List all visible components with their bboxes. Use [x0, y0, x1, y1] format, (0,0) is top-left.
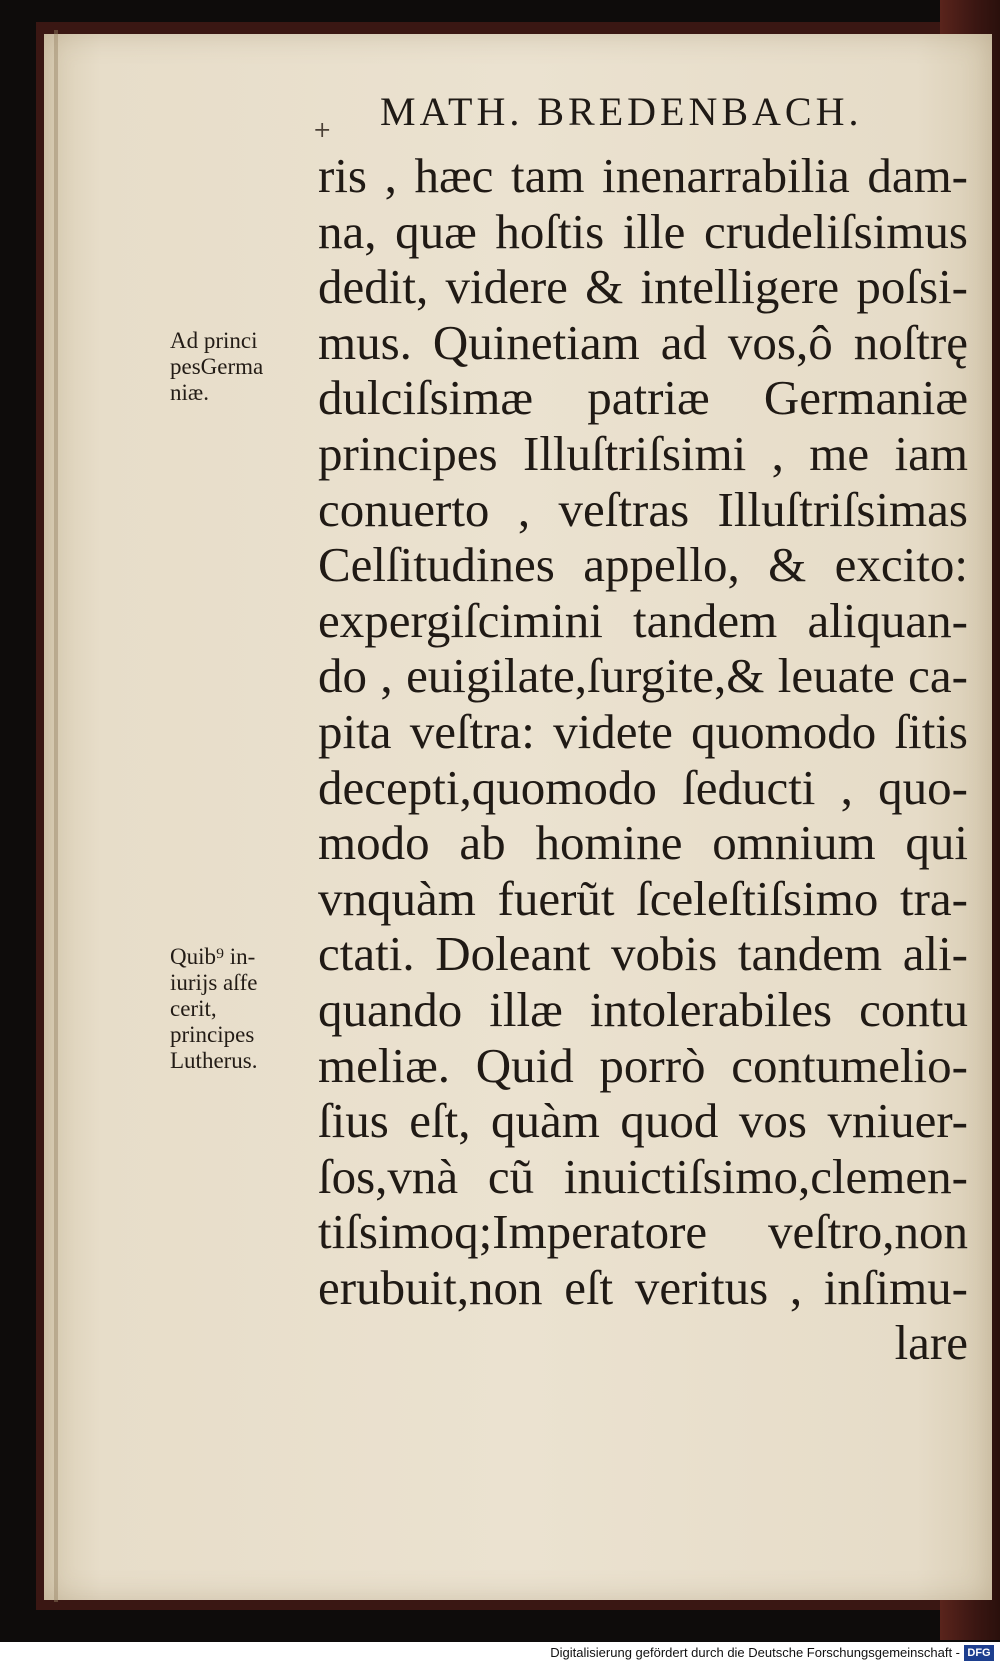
text-line: dedit, videre & intelligere poſsi-: [318, 259, 968, 315]
text-line: principes Illuſtriſsimi , me iam: [318, 425, 968, 481]
marginal-note-line: iurijs aſfe: [170, 970, 258, 995]
marginal-note-line: pesGerma: [170, 354, 264, 379]
page-gutter: [54, 30, 58, 1602]
text-line: ſos,vnà cũ inuictiſsimo,clemen-: [318, 1148, 968, 1204]
text-line: ſius eſt, quàm quod vos vniuer-: [318, 1093, 968, 1149]
footer-bar: [0, 1642, 1000, 1666]
marginal-note-line: principes: [170, 1022, 255, 1047]
text-line: expergiſcimini tandem aliquan-: [318, 592, 968, 648]
text-line: decepti,quomodo ſeducti , quo-: [318, 759, 968, 815]
dfg-logo: DFG: [964, 1645, 994, 1661]
page-mark: +: [313, 118, 332, 143]
text-line: do , euigilate,ſurgite,& leuate ca-: [318, 648, 968, 704]
text-line: tiſsimoq;Imperatore veſtro,non: [318, 1204, 968, 1260]
catchword: lare: [894, 1315, 968, 1371]
marginal-note-line: cerit,: [170, 996, 217, 1021]
marginal-note-line: Lutherus.: [170, 1048, 258, 1073]
marginal-note-line: Ad princi: [170, 328, 258, 353]
body-text: [318, 148, 968, 1371]
text-line: mus. Quinetiam ad vos,ô noſtrę: [318, 314, 968, 370]
running-head: MATH. BREDENBACH.: [380, 89, 863, 134]
marginal-note: [170, 944, 310, 1074]
text-line: conuerto , veſtras Illuſtriſsimas: [318, 481, 968, 537]
text-line: Celſitudines appello, & excito:: [318, 537, 968, 593]
text-line: modo ab homine omnium qui: [318, 815, 968, 871]
text-line: ctati. Doleant vobis tandem ali-: [318, 926, 968, 982]
marginal-note: [170, 328, 310, 406]
marginal-note-line: Quib⁹ in-: [170, 944, 256, 969]
text-line: meliæ. Quid porrò contumelio-: [318, 1037, 968, 1093]
text-line: quando illæ intolerabiles contu: [318, 981, 968, 1037]
text-line: ris , hæc tam inenarrabilia dam-: [318, 148, 968, 203]
text-line: dulciſsimæ patriæ Germaniæ: [318, 370, 968, 426]
funding-notice: Digitalisierung gefördert durch die Deutsche Forschungsgemeinschaft -: [550, 1645, 960, 1660]
text-line: erubuit,non eſt veritus , inſimu-: [318, 1259, 968, 1315]
marginal-note-line: niæ.: [170, 380, 209, 405]
text-line: na, quæ hoſtis ille crudeliſsimus: [318, 203, 968, 259]
text-line: vnquàm fuerũt ſceleſtiſsimo tra-: [318, 870, 968, 926]
text-line: pita veſtra: videte quomodo ſitis: [318, 703, 968, 759]
